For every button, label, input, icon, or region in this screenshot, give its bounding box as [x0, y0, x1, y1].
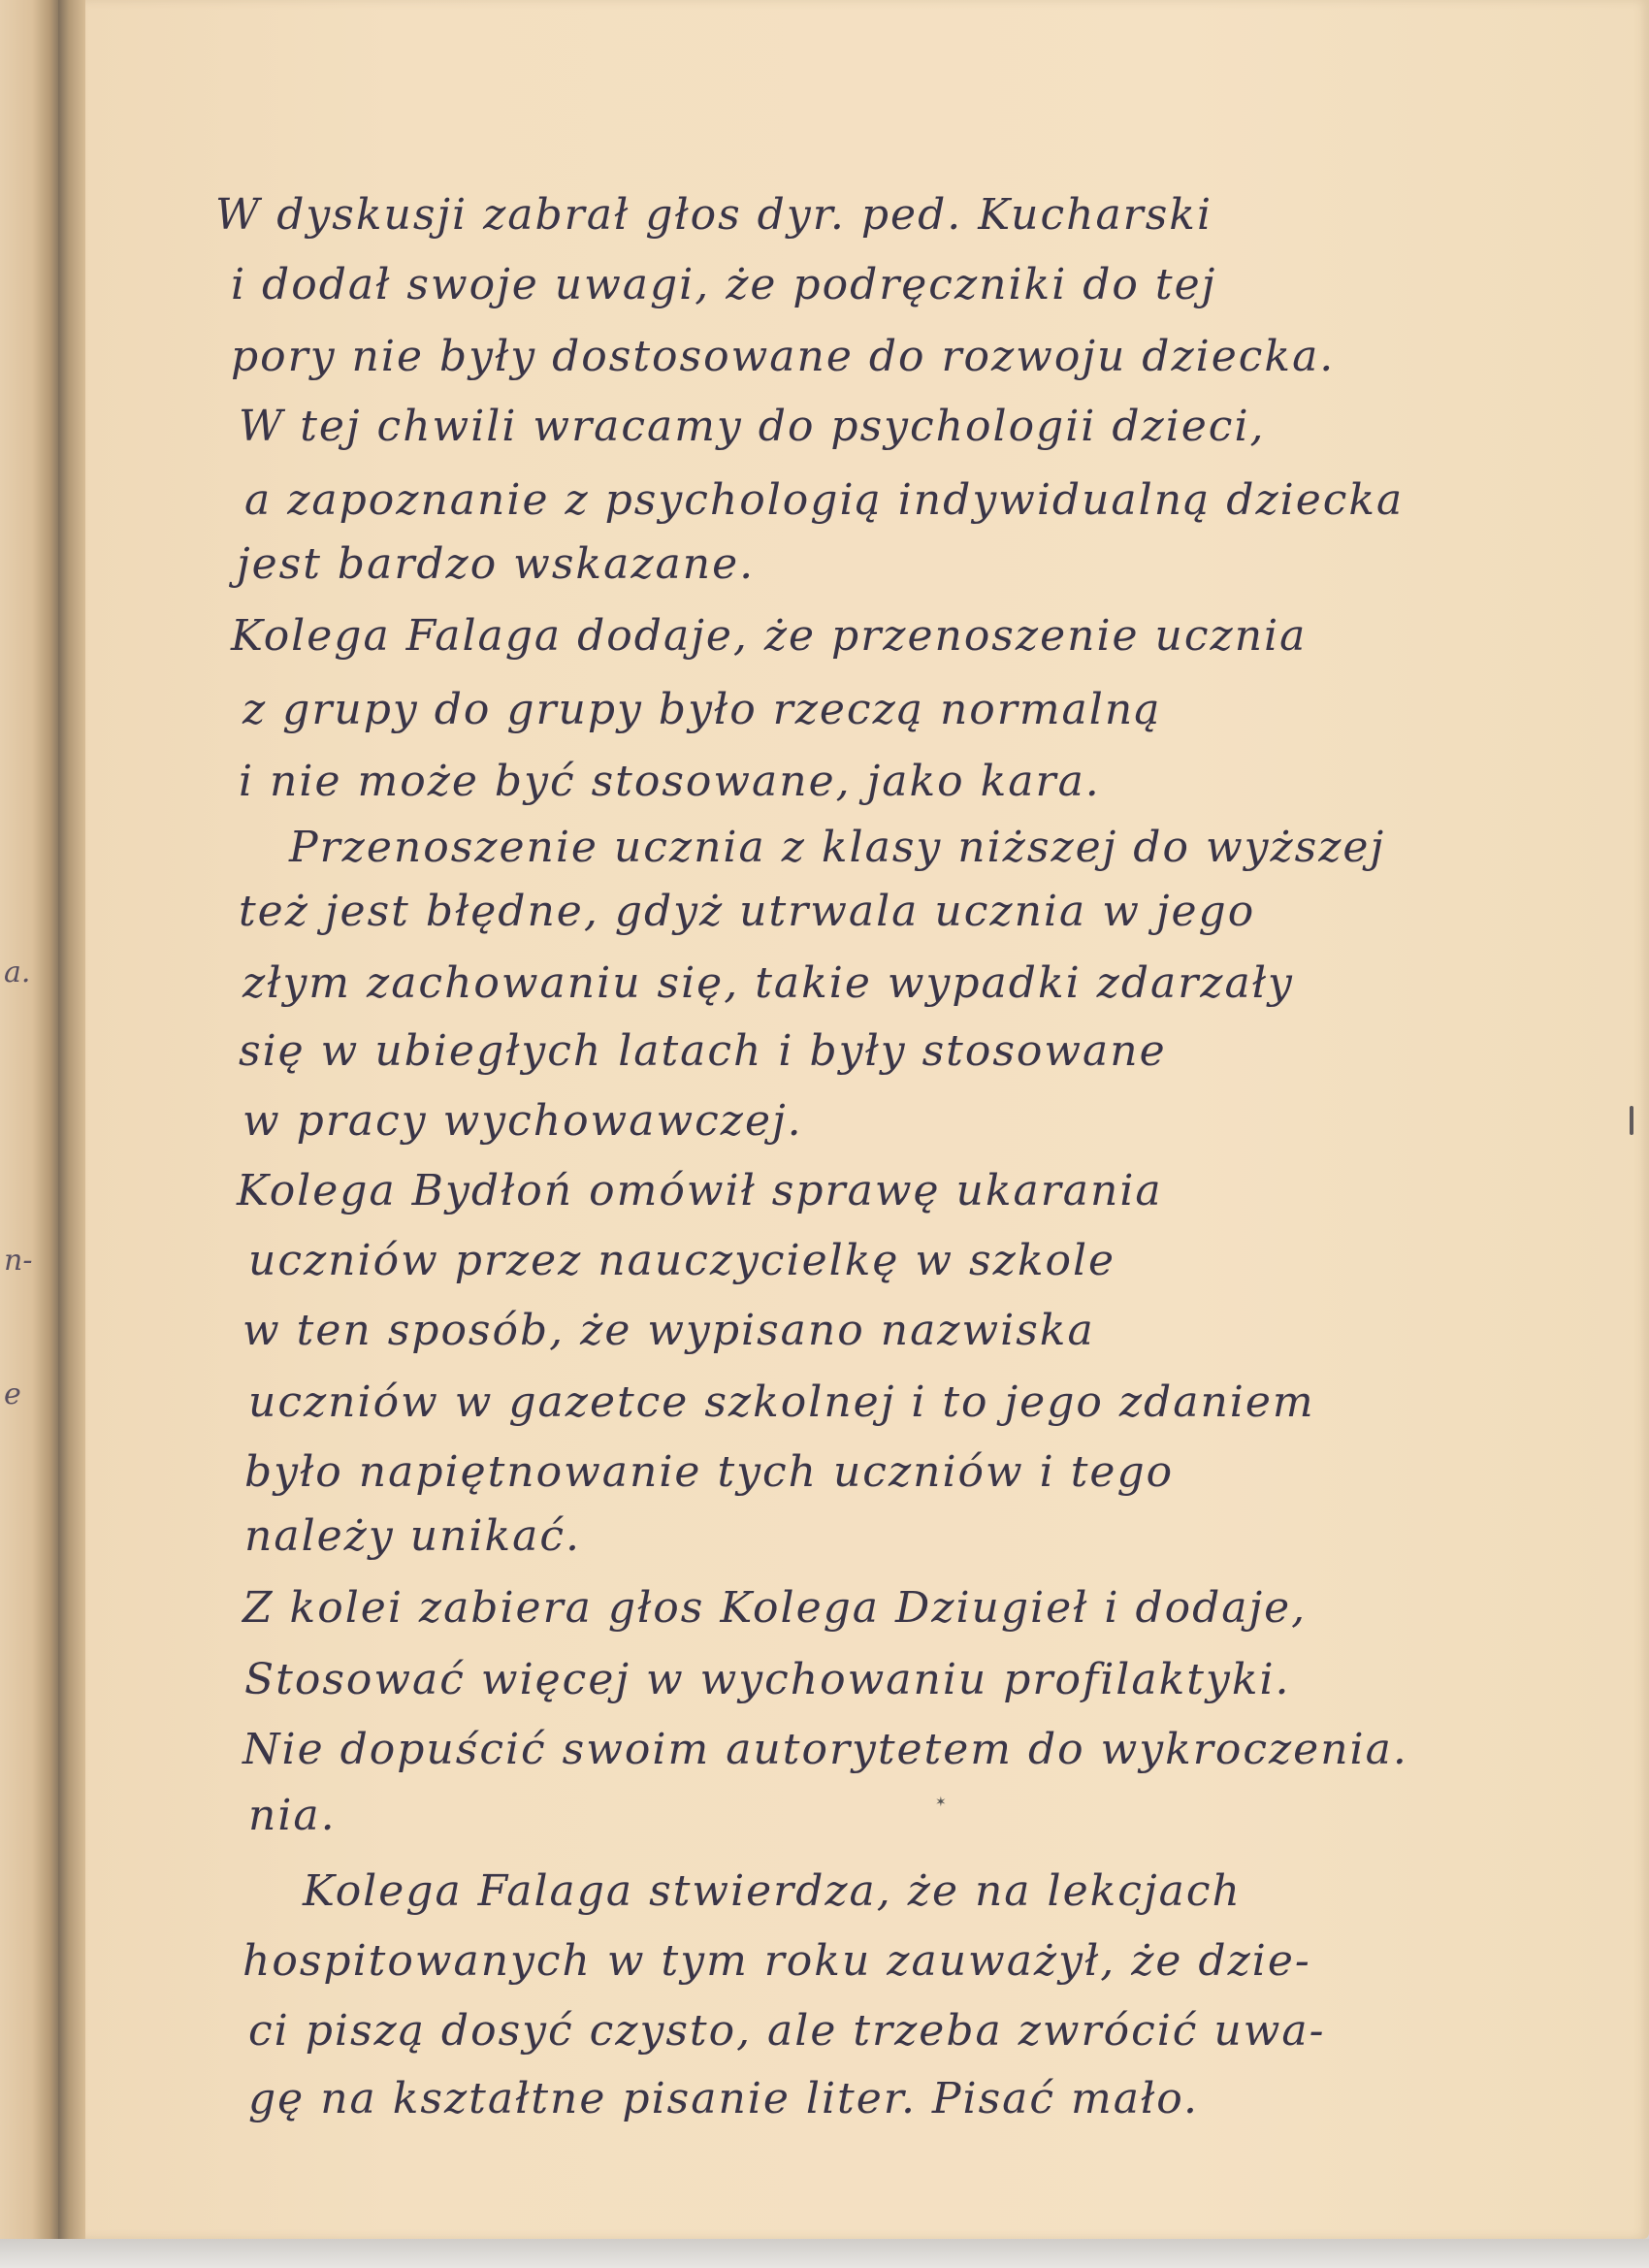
- text-line: Z kolei zabiera głos Kolega Dziugieł i dodaje,: [242, 1583, 1308, 1633]
- text-line: jest bardzo wskazane.: [237, 539, 756, 589]
- text-line: i dodał swoje uwagi, że podręczniki do tej: [231, 260, 1217, 309]
- text-line: i nie może być stosowane, jako kara.: [239, 757, 1101, 806]
- left-page-mark: a.: [4, 956, 31, 989]
- text-line: Nie dopuścić swoim autorytetem do wykroczenia.: [242, 1725, 1408, 1774]
- text-line: należy unikać.: [244, 1511, 581, 1561]
- text-line: Kolega Falaga dodaje, że przenoszenie ucznia: [231, 611, 1308, 661]
- text-line: w pracy wychowawczej.: [242, 1096, 803, 1146]
- text-line: w ten sposób, że wypisano nazwiska: [242, 1306, 1095, 1355]
- pencil-dot: ✶: [935, 1795, 947, 1810]
- text-line: pory nie były dostosowane do rozwoju dziecka.: [231, 332, 1336, 381]
- text-line: Przenoszenie ucznia z klasy niższej do wyższej: [289, 823, 1386, 872]
- left-page-mark: e: [4, 1377, 21, 1411]
- text-line: hospitowanych w tym roku zauważył, że dzie-: [242, 1936, 1311, 1986]
- text-line: było napiętnowanie tych uczniów i tego: [244, 1447, 1175, 1497]
- text-line: gę na kształtne pisanie liter. Pisać mało.: [248, 2074, 1199, 2123]
- text-line: też jest błędne, gdyż utrwala ucznia w jego: [239, 887, 1256, 936]
- text-line: uczniów w gazetce szkolnej i to jego zdaniem: [248, 1377, 1315, 1427]
- text-line: Kolega Falaga stwierdza, że na lekcjach: [303, 1866, 1242, 1916]
- text-line: W tej chwili wracamy do psychologii dzieci,: [239, 402, 1266, 451]
- text-line: ci piszą dosyć czysto, ale trzeba zwrócić uwa-: [248, 2006, 1326, 2056]
- text-line: z grupy do grupy było rzeczą normalną: [242, 685, 1162, 734]
- text-line: Kolega Bydłoń omówił sprawę ukarania: [237, 1166, 1163, 1215]
- text-line: a zapoznanie z psychologią indywidualną dziecka: [244, 475, 1405, 525]
- text-line: się w ubiegłych latach i były stosowane: [239, 1026, 1167, 1076]
- left-page-mark: n-: [4, 1244, 33, 1278]
- text-line: Stosować więcej w wychowaniu profilaktyki.: [244, 1655, 1291, 1704]
- text-line: uczniów przez nauczycielkę w szkole: [248, 1236, 1116, 1285]
- text-line: złym zachowaniu się, takie wypadki zdarzały: [242, 958, 1294, 1008]
- text-line: nia.: [248, 1791, 337, 1840]
- text-line: W dyskusji zabrał głos dyr. ped. Kucharski: [215, 190, 1213, 240]
